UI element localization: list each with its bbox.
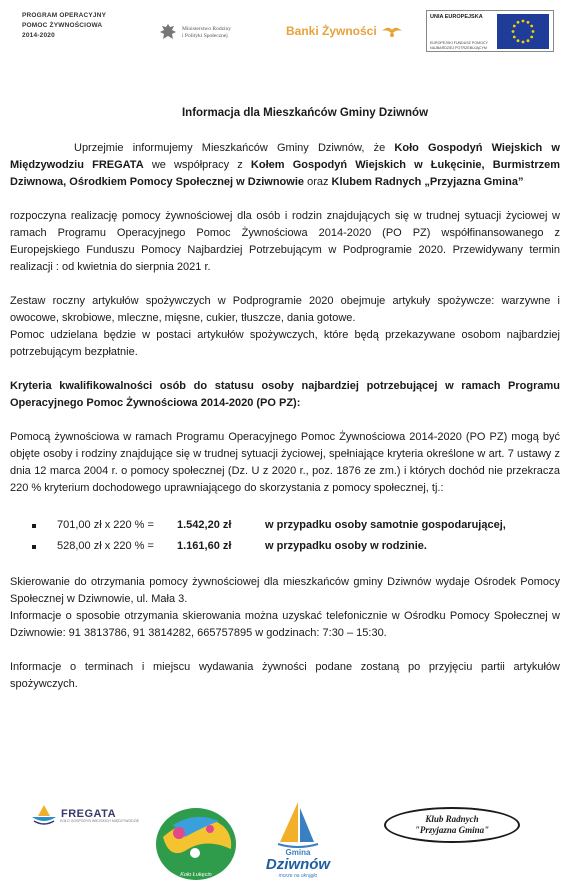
contact-paragraph: Informacje o sposobie otrzymania skierowania można uzyskać telefonicznie w Ośrodku Pomocy Społecznej w Dziwnowie: 91 3813786, 91 3814282, 665757895 w godzinach: 7:30 – 15:30. [10, 610, 560, 639]
list-item: 528,00 zł x 220 % = 1.161,60 zł w przypadku osoby w rodzinie. [32, 536, 560, 557]
circle-emblem-icon [155, 807, 237, 881]
logo-footer [0, 785, 570, 891]
eu-logo: UNIA EUROPEJSKA EUROPEJSKI FUNDUSZ POMOCY NAJBARDZIEJ POTRZEBUJĄCYM [426, 10, 554, 52]
bold-text-segment: Kołem Gospodyń Wiejskich w Łukęcinie, Burmistrzem Dziwnowa, Ośrodkiem Pomocy Społecznej w Dziwnowie [10, 159, 561, 188]
list-item: 701,00 zł x 220 % = 1.542,20 zł w przypadku osoby samotnie gospodarującej, [32, 515, 560, 536]
gmina-dziwnow-logo: Gmina Dziwnów morze na okrągło [258, 798, 338, 878]
logo-header [0, 0, 570, 60]
criteria-heading: Kryteria kwalifikowalności osób do statusu osoby najbardziej potrzebującej w ramach Programu Operacyjnego Pomoc Żywnościowa 2014-2020 (PO PZ): [10, 380, 560, 409]
kgw-lukecin-logo: Koło Łukęcin [155, 807, 237, 881]
document-title: Informacja dla Mieszkańców Gminy Dziwnów [181, 107, 429, 119]
bold-text-segment: Koło Gospodyń Wiejskich w Międzywodziu FREGATA [10, 142, 560, 171]
ministry-logo: Ministerstwo Rodziny i Polityki Społecznej [158, 22, 231, 44]
program-logo: PROGRAM OPERACYJNY POMOC ŻYWNOŚCIOWA 2014-2020 [22, 12, 107, 39]
income-thresholds [10, 515, 560, 557]
package-paragraph: Zestaw roczny artykułów spożywczych w Podprogramie 2020 obejmuje artykuły spożywcze: warzywne i owocowe, skrobiowe, mleczne, mięsne, cukier, tłuszcze, dania gotowe. [10, 295, 560, 324]
ship-icon [30, 803, 58, 825]
text-segment: Uprzejmie informujemy Mieszkańców Gminy Dziwnów, że [74, 142, 395, 154]
eagle-emblem-icon [158, 22, 178, 44]
bird-icon [380, 23, 404, 39]
document-body [10, 105, 560, 693]
referral-paragraph: Skierowanie do otrzymania pomocy żywnościowej dla mieszkańców gminy Dziwnów wydaje Ośrodek Pomocy Społecznej w Dziwnowie, ul. Mała 3. [10, 576, 560, 605]
intro-paragraph [10, 140, 560, 191]
banki-zywnosci-logo: Banki Żywności [286, 23, 404, 39]
closing-paragraph: Informacje o terminach i miejscu wydawania żywności podane zostaną po przyjęciu partii artykułów spożywczych. [10, 661, 560, 690]
text-segment: we współpracy z [143, 159, 251, 171]
sail-icon [258, 798, 338, 848]
klub-radnych-logo: Klub Radnych "Przyjazna Gmina" [384, 807, 520, 843]
program-paragraph: rozpoczyna realizację pomocy żywnościowej dla osób i rodzin znajdujących się w trudnej sytuacji życiowej w ramach Programu Operacyjnego Pomoc Żywnościowa 2014-2020 (PO PZ) współfinansowanego z Europejskiego Funduszu Pomocy Najbardziej Potrzebującym w Podprogramie 2020. Przewidywany termin realizacji : od kwietnia do sierpnia 2021 r. [10, 210, 560, 273]
distribution-paragraph: Pomoc udzielana będzie w postaci artykułów spożywczych, które będą przekazywane osobom najbardziej potrzebującym bezpłatnie. [10, 329, 560, 358]
eu-flag-icon [497, 14, 549, 49]
bullet-icon [32, 524, 36, 528]
bullet-icon [32, 545, 36, 549]
bold-text-segment: Klubem Radnych „Przyjazna Gmina” [331, 176, 524, 188]
text-segment: oraz [304, 176, 332, 188]
eligibility-paragraph: Pomocą żywnościowa w ramach Programu Operacyjnego Pomoc Żywnościowa 2014-2020 (PO PZ) mogą być objęte osoby i rodziny znajdujące się w trudnej sytuacji życiowej, spełniające kryteria określone w art. 7 ustawy z dnia 12 marca 2004 r. o pomocy społecznej (Dz. U z 2020 r., poz. 1876 ze zm.) i których dochód nie przekracza 220 % kryterium dochodowego uprawniającego do skorzystania z pomocy społecznej, tj.: [10, 431, 560, 494]
fregata-logo: FREGATA KOŁO GOSPODYŃ WIEJSKICH MIĘDZYWODZIE [30, 803, 116, 825]
